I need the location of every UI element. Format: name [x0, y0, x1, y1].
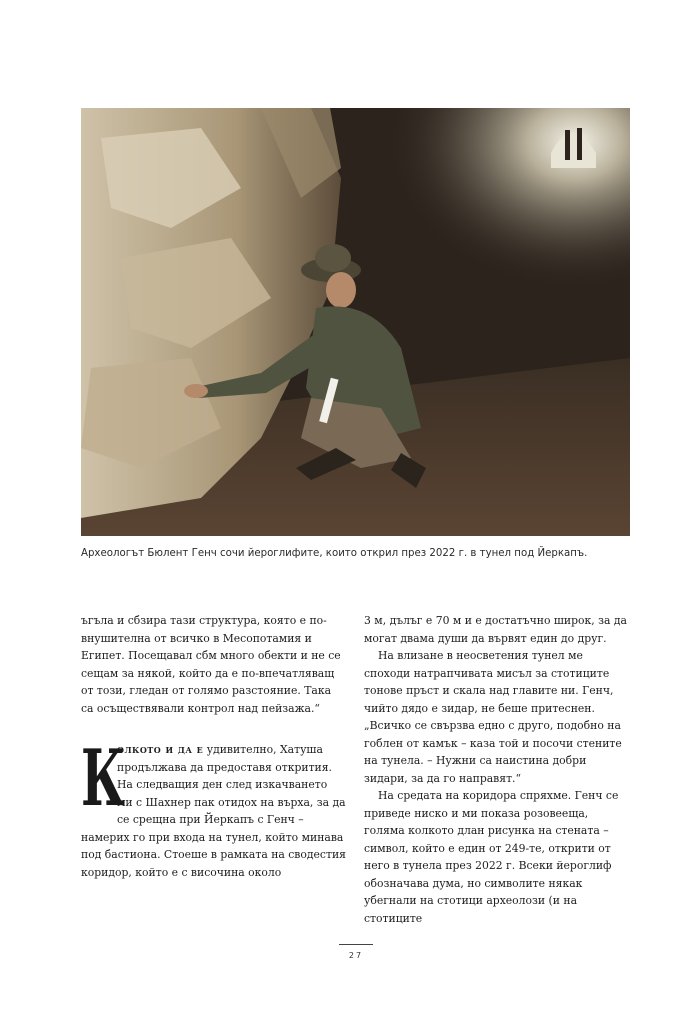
paragraph: На влизане в неосветения тунел ме споходи натрапчивата мисъл за стотиците тонове пръст и скала над главите ни. Генч, чийто дядо е зидар, не беше притеснен. „Всичко се свързва едно с друго, подобно на гоблен от камък – каза той и посочи стените на тунела. – Нужни са наистина добри зидари, за да го направят.“	[364, 649, 622, 785]
tunnel-photo-image	[81, 108, 630, 536]
lead-in: олкото и да е	[117, 743, 204, 756]
paragraph: ъгъла и сбзира тази структура, която е по-внушителна от всичко в Месопотамия и Египет. Посещавал сбм много обекти и не се сещам за някой, който да е по-впечатляващ от този, гледан от голямо разстояние. Така са осъществявали контрол над пейзажа.“	[81, 614, 341, 715]
text-column-right	[364, 612, 630, 927]
drop-cap: К	[81, 733, 126, 824]
paragraph-text: удивително, Хатуша продължава да предоставя открития. На следващия ден след изкачването ми с Шахнер пак отидох на върха, за да се срещна при Йеркапъ с Генч – намерих го при входа на тунел, който минава под бастиона. Стоеше в рамката на сводестия коридор, който е с височина около	[81, 743, 346, 879]
tunnel-photo	[81, 108, 630, 536]
text-column-left	[81, 612, 346, 881]
photo-caption: Археологът Бюлент Генч сочи йероглифите, които открил през 2022 г. в тунел под Йеркапъ.	[81, 548, 588, 559]
page-number: 27	[348, 951, 364, 960]
paragraph: 3 м, дълъг е 70 м и е достатъчно широк, за да могат двама души да вървят един до друг.	[364, 614, 627, 645]
page-number-rule	[339, 944, 373, 945]
paragraph: На средата на коридора спряхме. Генч се приведе ниско и ми показа розовееща, голяма колкото длан рисунка на стената – символ, който е един от 249-те, открити от него в тунела през 2022 г. Всеки йероглиф обозначава дума, но символите някак убегнали на стотици археолози (и на стотиците	[364, 789, 619, 925]
paragraph-with-dropcap	[81, 733, 346, 881]
